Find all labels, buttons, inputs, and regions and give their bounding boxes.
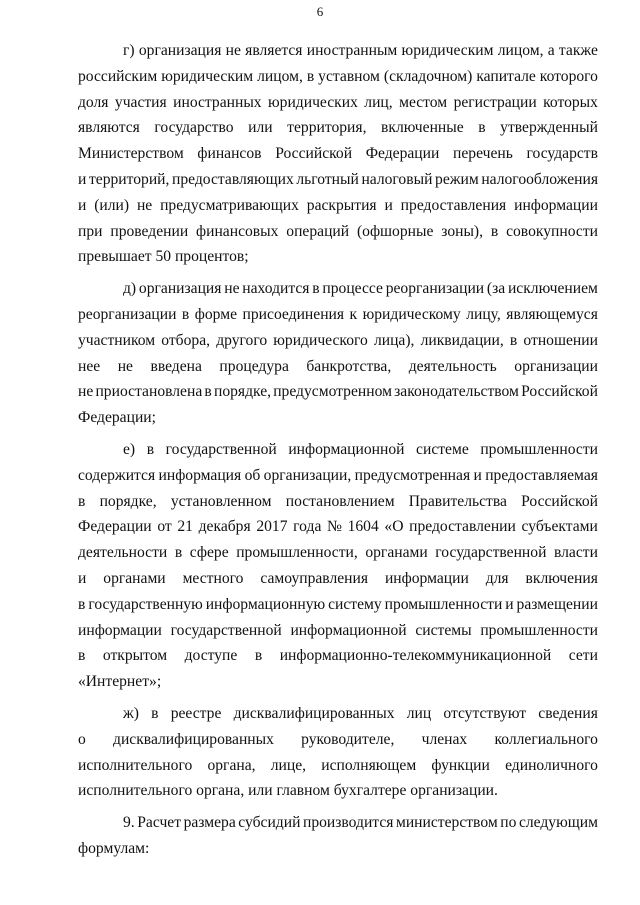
paragraph-line: е) в государственной информационной системе промышленности — [123, 440, 598, 458]
paragraph-line: Министерством финансов Российской Федерации перечень государств — [78, 145, 598, 163]
paragraph-line: деятельности в сфере промышленности, органами государственной власти — [78, 544, 598, 562]
paragraph-line: «Интернет»; — [78, 673, 162, 691]
paragraph-zh — [78, 701, 598, 804]
paragraph-line: являются государство или территория, включенные в утвержденный — [78, 119, 598, 137]
paragraph-line: формулам: — [78, 839, 150, 857]
paragraph-line: нее не введена процедура банкротства, деятельность организации — [78, 357, 598, 375]
paragraph-line: и органами местного самоуправления информации для включения — [78, 569, 598, 587]
paragraph-line: информации государственной информационной системы промышленности — [78, 621, 598, 639]
paragraph-line: участником отбора, другого юридического лица), ликвидации, в отношении — [78, 331, 598, 349]
paragraph-line: д) организация не находится в процессе реорганизации (за исключением — [123, 280, 598, 298]
paragraph-line: исполнительного органа, или главном бухгалтере организации. — [78, 782, 498, 800]
paragraph-line: и (или) не предусматривающих раскрытия и предоставления информации — [78, 196, 598, 214]
paragraph-line: ж) в реестре дисквалифицированных лиц отсутствуют сведения — [123, 704, 598, 722]
document-body — [78, 38, 598, 862]
paragraph-line: российским юридическим лицом, в уставном (складочном) капитале которого — [78, 67, 598, 85]
paragraph-d — [78, 276, 598, 431]
paragraph-line: Федерации от 21 декабря 2017 года № 1604 «О предоставлении субъектами — [78, 518, 598, 536]
paragraph-line: не приостановлена в порядке, предусмотренном законодательством Российской — [78, 383, 598, 401]
paragraph-line: при проведении финансовых операций (офшорные зоны), в совокупности — [78, 222, 598, 240]
page-number: 6 — [316, 4, 324, 19]
paragraph-line: в открытом доступе в информационно-телекоммуникационной сети — [78, 647, 598, 665]
paragraph-line: реорганизации в форме присоединения к юридическому лицу, являющемуся — [78, 305, 598, 323]
paragraph-line: о дисквалифицированных руководителе, членах коллегиального — [78, 730, 598, 748]
paragraph-line: превышает 50 процентов; — [78, 248, 249, 266]
paragraph-line: Федерации; — [78, 409, 156, 427]
paragraph-line: 9. Расчет размера субсидий производится министерством по следующим — [123, 814, 598, 832]
paragraph-line: исполнительного органа, лице, исполняющем функции единоличного — [78, 756, 598, 774]
paragraph-p9 — [78, 810, 598, 862]
paragraph-line: и территорий, предоставляющих льготный налоговый режим налогообложения — [78, 170, 598, 188]
paragraph-e — [78, 437, 598, 695]
paragraph-line: г) организация не является иностранным юридическим лицом, а также — [123, 42, 598, 59]
paragraph-line: в порядке, установленном постановлением Правительства Российской — [78, 492, 598, 510]
paragraph-g — [78, 38, 598, 270]
paragraph-line: в государственную информационную систему промышленности и размещении — [78, 595, 598, 613]
paragraph-line: содержится информация об организации, предусмотренная и предоставляемая — [78, 466, 598, 484]
paragraph-line: доля участия иностранных юридических лиц, местом регистрации которых — [78, 93, 598, 111]
